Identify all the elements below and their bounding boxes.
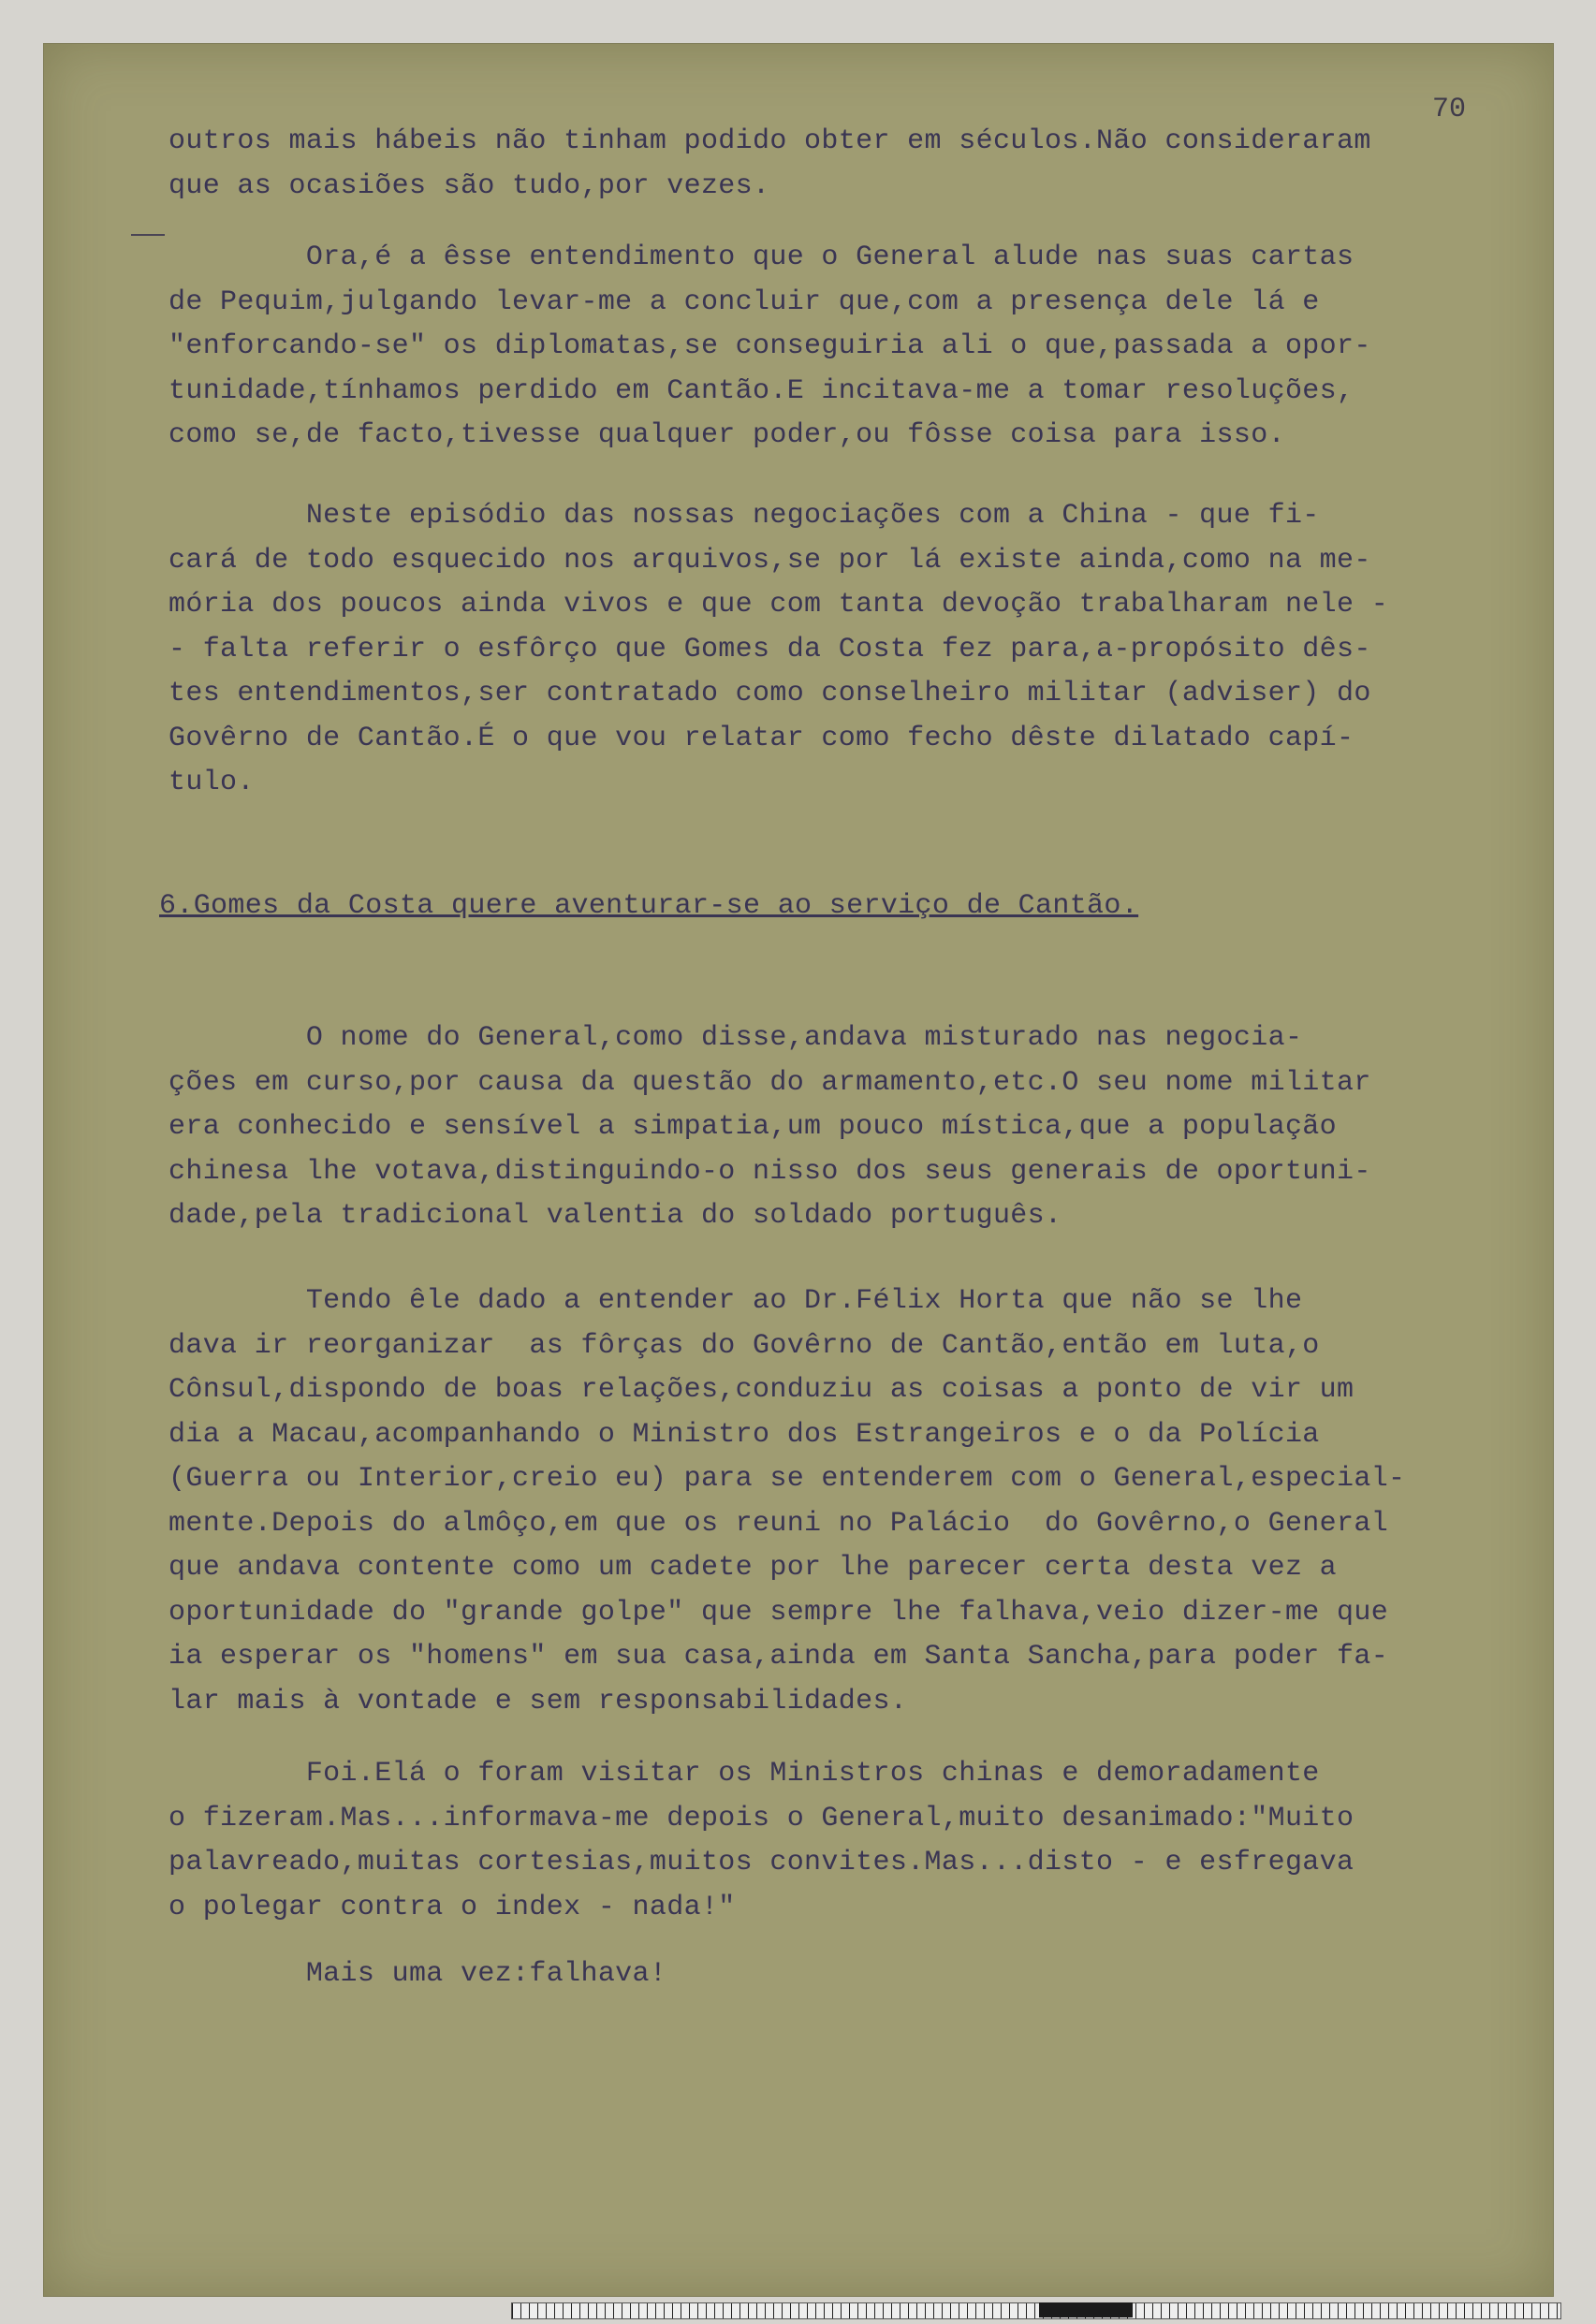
paragraph-3: Neste episódio das nossas negociações com a China - que fi- cará de todo esquecido nos arquivos,se por lá existe ainda,como na me- mória dos poucos ainda vivos e que com tanta devoção trabalharam nele - - falta referir o esfôrço que Gomes da Costa fez para,a-propósito dês- tes entendimentos,ser contratado como conselheiro militar (adviser) do Govêrno de Cantão.É o que vou relatar como fecho dêste dilatado capí- tulo. <box>168 500 1389 798</box>
paragraph-4: O nome do General,como disse,andava misturado nas negocia- ções em curso,por causa da questão do armamento,etc.O seu nome militar era conhecido e sensível a simpatia,um pouco mística,que a população chinesa lhe votava,distinguindo-o nisso dos seus generais de oportuni- dade,pela tradicional valentia do soldado português. <box>168 1022 1371 1232</box>
paragraph-2: Ora,é a êsse entendimento que o General alude nas suas cartas de Pequim,julgando levar-me a concluir que,com a presença dele lá e "enforcando-se" os diplomatas,se conseguiria ali o que,passada a opor- tunidade,tínhamos perdido em Cantão.E incitava-me a tomar resoluções, como se,de facto,tivesse qualquer poder,ou fôsse coisa para isso. <box>168 241 1371 451</box>
paragraph-1: outros mais hábeis não tinham podido obter em séculos.Não consideraram que as ocasiões são tudo,por vezes. <box>168 125 1371 202</box>
scan-scale-dark-segment <box>1039 2302 1133 2317</box>
paragraph-7: Mais uma vez:falhava! <box>168 1958 667 1990</box>
scan-scale-ruler <box>511 2302 1561 2319</box>
page-number: 70 <box>1432 94 1467 125</box>
margin-mark <box>131 234 165 236</box>
section-heading: 6.Gomes da Costa quere aventurar-se ao serviço de Cantão. <box>159 890 1139 922</box>
paragraph-6: Foi.Elá o foram visitar os Ministros chinas e demoradamente o fizeram.Mas...informava-me depois o General,muito desanimado:"Muito palavreado,muitas cortesias,muitos convites.Mas...disto - e esfregava o polegar contra o index - nada!" <box>168 1758 1354 1923</box>
paragraph-5: Tendo êle dado a entender ao Dr.Félix Horta que não se lhe dava ir reorganizar as fôrças do Govêrno de Cantão,então em luta,o Cônsul,dispondo de boas relações,conduziu as coisas a ponto de vir um dia a Macau,acompanhando o Ministro dos Estrangeiros e o da Polícia (Guerra ou Interior,creio eu) para se entenderem com o General,especial- mente.Depois do almôço,em que os reuni no Palácio do Govêrno,o General que andava contente como um cadete por lhe parecer certa desta vez a oportunidade do "grande golpe" que sempre lhe falhava,veio dizer-me que ia esperar os "homens" em sua casa,ainda em Santa Sancha,para poder fa- lar mais à vontade e sem responsabilidades. <box>168 1285 1406 1717</box>
